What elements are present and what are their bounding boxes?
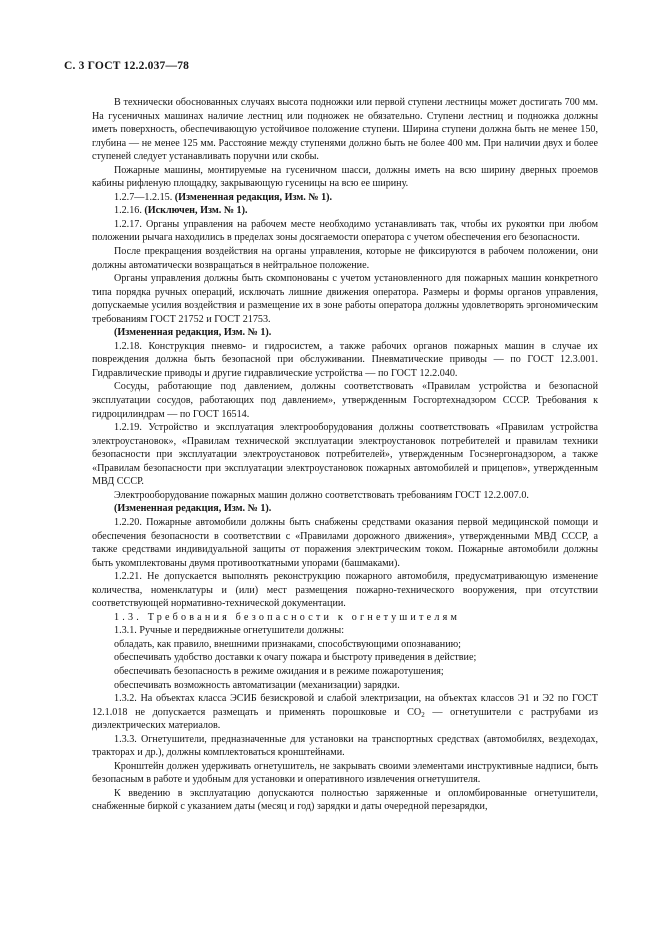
amendment-note: (Исключен, Изм. № 1).	[144, 205, 248, 217]
clause-number: 1.2.7—1.2.15.	[114, 191, 175, 203]
list-item: обеспечивать безопасность в режиме ожидания и в режиме пожаротушения;	[114, 665, 444, 677]
paragraph: 1.2.19. Устройство и эксплуатация электрооборудования должны соответствовать «Правилам устройства электроустановок», «Правилам технической эксплуатации электроустановок потребителей и правилам техники безопасности при эксплуатации электроустановок потребителей», утвержденным Госэнергонадзором, а также «Правилам безопасности при эксплуатации электроустановок пожарных автомобилей и прицепов», утвержденным МВД СССР.	[92, 422, 598, 488]
paragraph: 1.2.21. Не допускается выполнять реконструкцию пожарного автомобиля, предусматривающую изменение количества, номенклатуры и (или) мест размещения пожарно-технического вооружения, при отсутствии соответствующей нормативно-технической документации.	[92, 571, 598, 610]
paragraph	[92, 326, 598, 340]
paragraph: 1.2.17. Органы управления на рабочем месте необходимо устанавливать так, чтобы их рукоятки при любом положении рычага находились в пределах зоны досягаемости оператора с учетом обеспечения его безопасности.	[92, 218, 598, 244]
list-item: обеспечивать удобство доставки к очагу пожара и быстроту приведения в действие;	[114, 652, 477, 664]
paragraph: К введению в эксплуатацию допускаются полностью заряженные и опломбированные огнетушители, снабженные биркой с указанием даты (месяц и год) зарядки и даты очередной перезарядки,	[92, 787, 598, 813]
paragraph: Сосуды, работающие под давлением, должны соответствовать «Правилам устройства и безопасной эксплуатации сосудов, работающих под давлением», утвержденным Госгортехнадзором СССР. Требования к гидроцилиндрам — по ГОСТ 16514.	[92, 381, 598, 420]
paragraph: 1.3.1. Ручные и передвижные огнетушители должны:	[114, 625, 345, 637]
list-item: обеспечивать возможность автоматизации (механизации) зарядки.	[114, 679, 400, 691]
clause-number: 1.2.16.	[114, 205, 145, 217]
paragraph: Пожарные машины, монтируемые на гусеничном шасси, должны иметь на всю ширину дверных проемов кабины рифленую площадку, закрывающую гусеницы на всю ее ширину.	[92, 164, 598, 190]
paragraph: 1.3.2. На объектах класса ЭСИБ безискровой и слабой электризации, на объектах классов Э1 и Э2 по ГОСТ 12.1.018 не допускается размещать и применять порошковые и $СО_2$ — огнетушители с раструбами из диэлектрических материалов.	[92, 693, 598, 732]
list-item: обладать, как правило, внешними признаками, способствующими опознаванию;	[114, 638, 461, 650]
paragraph: Органы управления должны быть скомпонованы с учетом установленного для пожарных машин конкретного типа порядка ручных операций, исключать лишние движения оператора. Размеры и формы органов управления, допускаемые усилия воздействия и размещение их в зоне работы оператора должны удовлетворять эргономическим требованиям ГОСТ 21752 и ГОСТ 21753.	[92, 273, 598, 325]
document-body	[92, 96, 598, 814]
paragraph: 1.2.18. Конструкция пневмо- и гидросистем, а также рабочих органов пожарных машин в случае их повреждения должна быть безопасной при обслуживании. Пневматические приводы — по ГОСТ 12.3.001. Гидравлические приводы и другие гидравлические устройства — по ГОСТ 12.2.040.	[92, 340, 598, 379]
amendment-note: (Измененная редакция, Изм. № 1).	[114, 327, 272, 339]
paragraph	[92, 502, 598, 516]
section-heading: 1.3. Требования безопасности к огнетушителям	[114, 611, 461, 623]
paragraph: В технически обоснованных случаях высота подножки или первой ступени лестницы может достигать 700 мм. На гусеничных машинах наличие лестниц или подножек не обязательно. Ступени лестниц и подножка должны иметь поверхность, обеспечивающую устойчивое положение ступени. Ширина ступени должна быть не менее 150, глубина — не менее 125 мм. Расстояние между ступенями должно быть не более 400 мм. При наличии двух и более ступеней следует устанавливать поручни или скобы.	[92, 97, 598, 163]
paragraph: Электрооборудование пожарных машин должно соответствовать требованиям ГОСТ 12.2.007.0.	[114, 489, 529, 501]
paragraph: Кронштейн должен удерживать огнетушитель, не закрывать своими элементами инструктивные надписи, быть безопасным в работе и удобным для установки и оперативного извлечения огнетушителя.	[92, 760, 598, 786]
paragraph	[92, 191, 598, 205]
amendment-note: (Измененная редакция, Изм. № 1).	[114, 503, 272, 515]
page-header: С. 3 ГОСТ 12.2.037—78	[64, 60, 190, 72]
amendment-note: (Измененная редакция, Изм. № 1).	[174, 191, 333, 203]
paragraph	[92, 204, 598, 218]
paragraph: 1.3.3. Огнетушители, предназначенные для установки на транспортных средствах (автомобилях, вездеходах, тракторах и др.), должны комплектоваться кронштейнами.	[92, 733, 598, 759]
paragraph: 1.2.20. Пожарные автомобили должны быть снабжены средствами оказания первой медицинской помощи и обеспечения безопасности в соответствии с «Правилами дорожного движения», утвержденными МВД СССР, а также средствами индивидуальной защиты от поражения электрическим током. Пожарные автомобили должны быть укомплектованы двумя противооткатными упорами (башмаками).	[92, 516, 598, 569]
paragraph: После прекращения воздействия на органы управления, которые не фиксируются в рабочем положении, они должны автоматически возвращаться в нейтральное положение.	[92, 246, 598, 271]
